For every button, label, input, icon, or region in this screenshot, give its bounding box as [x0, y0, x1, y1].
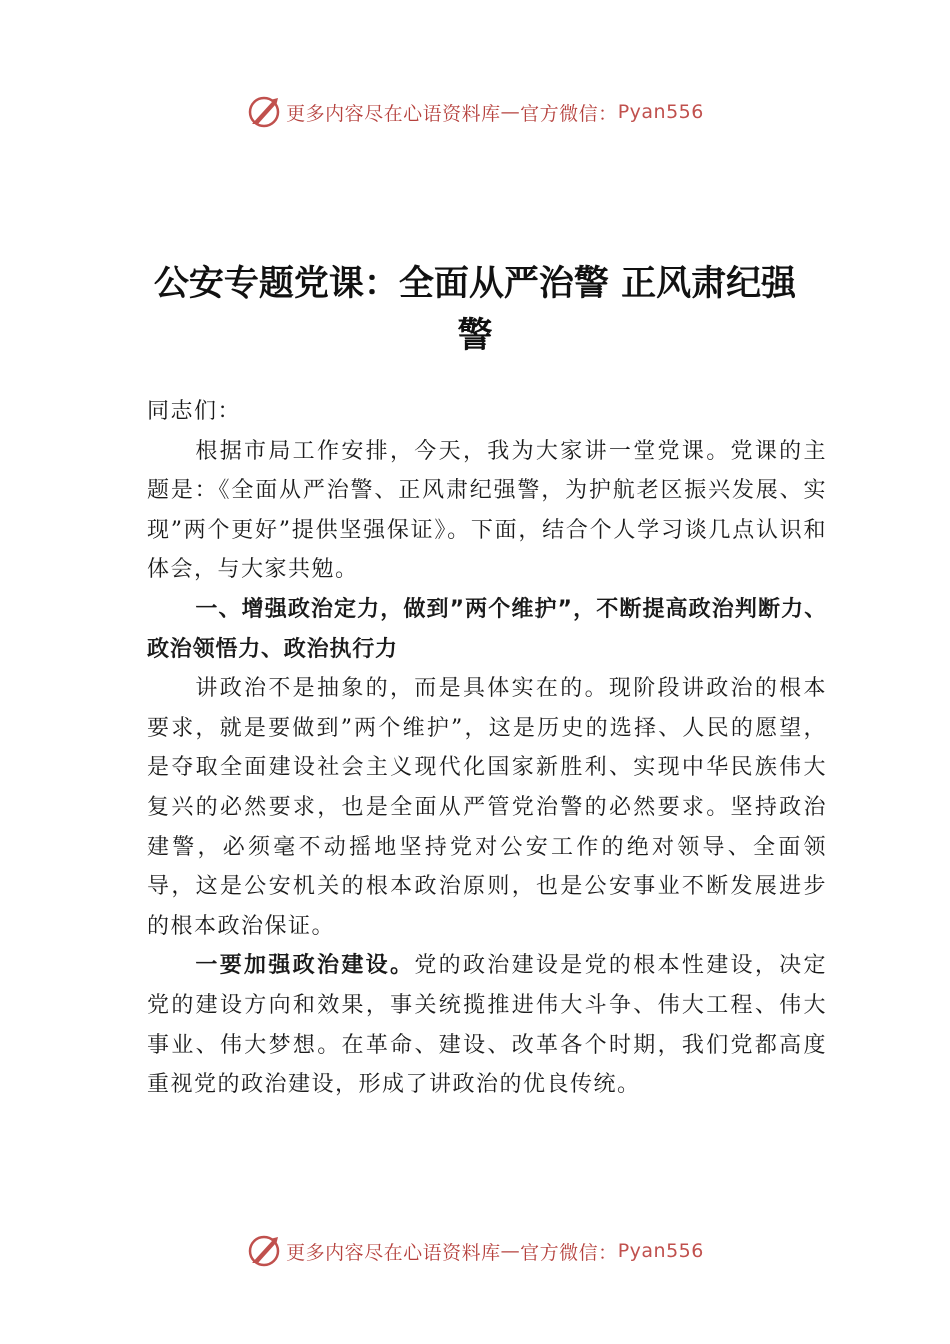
- document-body: [147, 392, 827, 1105]
- watermark-wechat-id: Pyan556: [617, 1240, 704, 1262]
- watermark-wechat-label: 官方微信：: [520, 1241, 618, 1264]
- section-heading: 一、增强政治定力，做到”两个维护”，不断提高政治判断力、政治领悟力、政治执行力: [147, 596, 827, 662]
- paragraph: 讲政治不是抽象的，而是具体实在的。现阶段讲政治的根本要求，就是要做到”两个维护”，这是历史的选择、人民的愿望，是夺取全面建设社会主义现代化国家新胜利、实现中华民族伟大复兴的必然要求，也是全面从严管党治警的必然要求。坚持政治建警，必须毫不动摇地坚持党对公安工作的绝对领导、全面领导，这是公安机关的根本政治原则，也是公安事业不断发展进步的根本政治保证。: [147, 676, 827, 939]
- watermark-dash: —: [500, 1240, 521, 1262]
- document-title: 公安专题党课：全面从严治警 正风肃纪强警: [153, 264, 797, 356]
- paragraph: [147, 946, 827, 1104]
- watermark-site-text: 更多内容尽在心语资料库: [286, 1241, 501, 1264]
- paragraph: 根据市局工作安排，今天，我为大家讲一堂党课。党课的主题是：《全面从严治警、正风肃纪强警，为护航老区振兴发展、实现”两个更好”提供坚强保证》。下面，结合个人学习谈几点认识和体会，与大家共勉。: [147, 438, 827, 583]
- watermark-site-text: 更多内容尽在心语资料库: [286, 102, 501, 125]
- paragraph-body: 党的政治建设是党的根本性建设，决定党的建设方向和效果，事关统揽推进伟大斗争、伟大工程、伟大事业、伟大梦想。在革命、建设、改革各个时期，我们党都高度重视党的政治建设，形成了讲政治的优良传统。: [147, 953, 827, 1098]
- footer-watermark: [0, 1233, 950, 1269]
- watermark-dash: —: [500, 101, 521, 123]
- watermark-wechat-id: Pyan556: [617, 101, 704, 123]
- header-watermark: [0, 94, 950, 130]
- quill-logo-icon: [246, 94, 282, 130]
- paragraph-lead: 一要加强政治建设。: [195, 953, 415, 979]
- quill-logo-icon: [246, 1233, 282, 1269]
- salutation: 同志们：: [147, 399, 242, 424]
- watermark-wechat-label: 官方微信：: [520, 102, 618, 125]
